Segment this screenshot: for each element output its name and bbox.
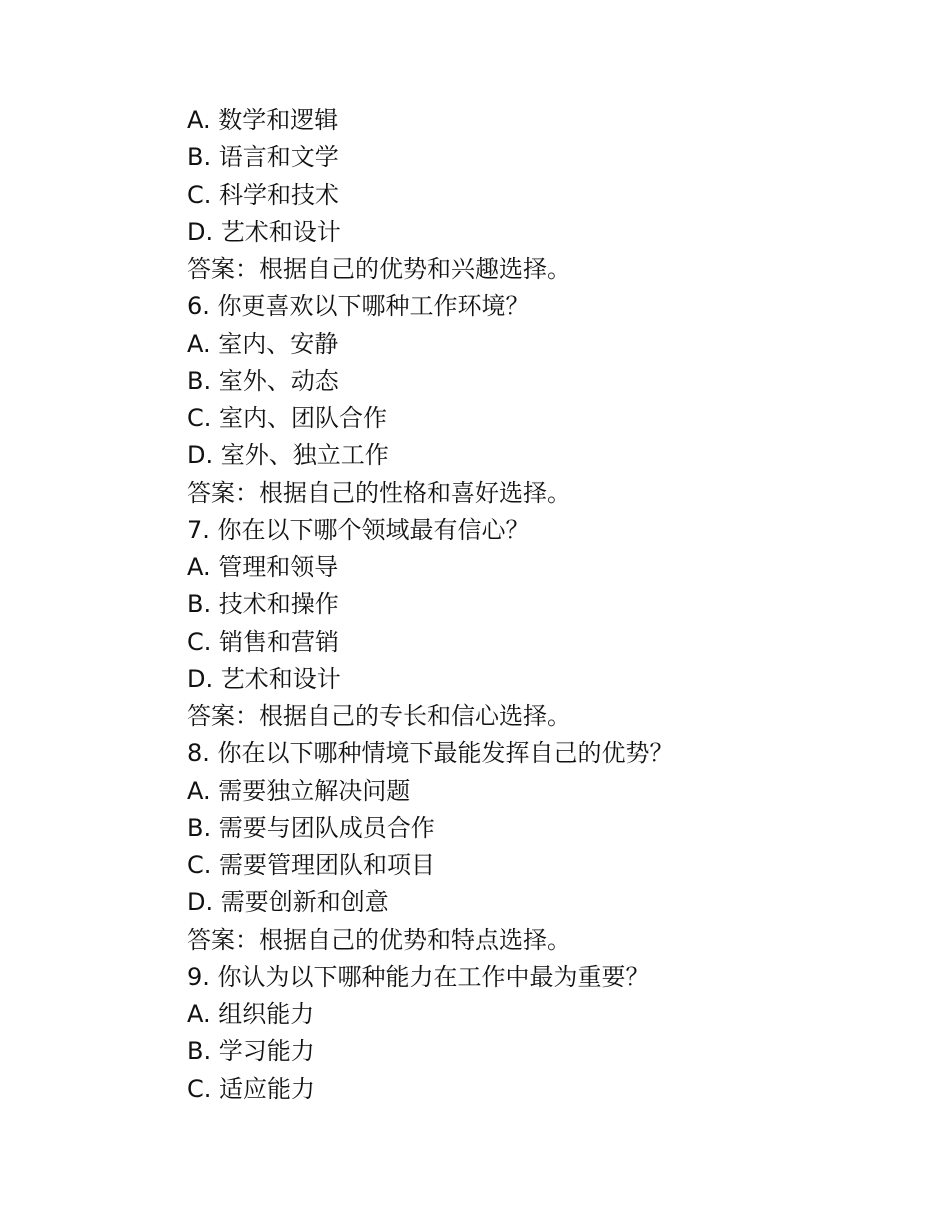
- option-line: B. 学习能力: [187, 1037, 315, 1066]
- option-line: A. 管理和领导: [187, 553, 339, 581]
- option-line: D. 艺术和设计: [187, 217, 341, 246]
- option-line: A. 室内、安静: [187, 329, 339, 358]
- option-line: D. 需要创新和创意: [187, 888, 389, 917]
- option-line: C. 销售和营销: [187, 627, 340, 656]
- option-line: C. 需要管理团队和项目: [187, 851, 436, 879]
- option-line: A. 数学和逻辑: [187, 106, 339, 134]
- document-body: [187, 102, 887, 1108]
- option-line: C. 室内、团队合作: [187, 404, 388, 432]
- question-line: 6. 你更喜欢以下哪种工作环境？: [187, 292, 530, 321]
- answer-line: 答案：根据自己的专长和信心选择。: [187, 702, 571, 730]
- question-line: 9. 你认为以下哪种能力在工作中最为重要？: [187, 962, 650, 991]
- answer-line: 答案：根据自己的优势和兴趣选择。: [187, 255, 571, 283]
- answer-line: 答案：根据自己的优势和特点选择。: [187, 925, 571, 954]
- option-line: B. 技术和操作: [187, 590, 339, 619]
- question-line: 7. 你在以下哪个领域最有信心？: [187, 515, 530, 544]
- option-line: A. 需要独立解决问题: [187, 776, 411, 805]
- option-line: A. 组织能力: [187, 1000, 315, 1028]
- option-line: C. 科学和技术: [187, 180, 340, 209]
- answer-line: 答案：根据自己的性格和喜好选择。: [187, 478, 571, 507]
- option-line: B. 室外、动态: [187, 366, 339, 395]
- option-line: B. 语言和文学: [187, 143, 339, 172]
- option-line: D. 室外、独立工作: [187, 441, 389, 470]
- question-line: 8. 你在以下哪种情境下最能发挥自己的优势？: [187, 739, 674, 768]
- option-line: C. 适应能力: [187, 1074, 316, 1103]
- option-line: D. 艺术和设计: [187, 664, 341, 693]
- option-line: B. 需要与团队成员合作: [187, 813, 435, 842]
